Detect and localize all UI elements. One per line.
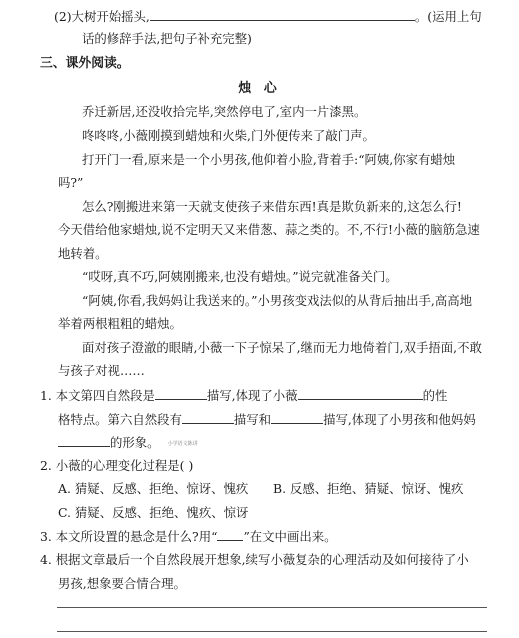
question-line: [40, 528, 519, 545]
question-text: 描写和: [233, 412, 272, 427]
question-stem: 2. 小薇的心理变化过程是( ): [40, 458, 194, 473]
question-text: 描写,体现了小男孩和他妈妈: [323, 412, 476, 427]
passage-paragraph: 面对孩子澄澈的眼睛,小薇一下子惊呆了,继而无力地倚着门,双手捂面,不敢: [82, 340, 482, 355]
answer-blank[interactable]: [182, 411, 234, 424]
passage-paragraph: 举着两根粗粗的蜡烛。: [58, 316, 182, 331]
option-c[interactable]: C. 猜疑、反感、拒绝、愧疚、惊讶: [58, 505, 249, 520]
question-text: 1. 本文第四自然段是: [40, 388, 155, 403]
watermark: 小学语文陈讲: [167, 440, 198, 447]
underline-mark: [217, 528, 243, 541]
question-line: 男孩,想象要合情合理。: [58, 576, 186, 591]
question-text: 。(运用上句: [414, 9, 482, 24]
passage-paragraph: “阿姨,你看,我妈妈让我送来的。”小男孩变戏法似的从背后抽出手,高高地: [82, 293, 473, 308]
passage-paragraph: 吗?”: [58, 175, 84, 190]
answer-line[interactable]: [57, 607, 487, 608]
question-line: [54, 8, 519, 25]
answer-line[interactable]: [57, 631, 487, 632]
answer-blank[interactable]: [150, 8, 415, 21]
question-text: 3. 本文所设置的悬念是什么?用“: [40, 529, 218, 544]
option-a[interactable]: A. 猜疑、反感、拒绝、惊讶、愧疚: [58, 481, 249, 496]
question-text: 话的修辞手法,把句子补充完整): [82, 31, 252, 46]
question-text: ”在文中画出来。: [243, 529, 337, 544]
question-line: [58, 411, 519, 428]
passage-paragraph: 地转着。: [58, 246, 108, 261]
question-line: [82, 31, 519, 47]
question-text: (2)大树开始摇头,: [54, 9, 150, 24]
question-line: 4. 根据文章最后一个自然段展开想象,续写小薇复杂的心理活动及如何接待了小: [40, 552, 469, 567]
passage-paragraph: 怎么?刚搬进来第一天就支使孩子来借东西!真是欺负新来的,这怎么行!: [82, 199, 462, 214]
question-text: 的形象。: [110, 435, 160, 450]
passage-paragraph: “哎呀,真不巧,阿姨刚搬来,也没有蜡烛。”说完就准备关门。: [82, 269, 398, 284]
question-line: [58, 434, 519, 452]
option-b[interactable]: B. 反感、拒绝、猜疑、惊讶、愧疚: [273, 481, 464, 496]
section-heading: 三、课外阅读。: [40, 56, 130, 71]
passage-title: 烛 心: [238, 81, 281, 96]
passage-paragraph: 今天借给他家蜡烛,说不定明天又来借葱、蒜之类的。不,不行!小薇的脑筋急速: [58, 222, 480, 237]
answer-blank[interactable]: [271, 411, 323, 424]
answer-blank[interactable]: [298, 387, 423, 400]
answer-blank[interactable]: [58, 434, 110, 447]
question-text: 描写,体现了小薇: [206, 388, 298, 403]
question-text: 的性: [422, 388, 448, 403]
passage-paragraph: 与孩子对视……: [58, 363, 145, 378]
question-text: 格特点。第六自然段有: [58, 412, 182, 427]
passage-paragraph: 打开门一看,原来是一个小男孩,他仰着小脸,背着手:“阿姨,你家有蜡烛: [82, 152, 456, 167]
passage-paragraph: 咚咚咚,小薇刚摸到蜡烛和火柴,门外便传来了敲门声。: [82, 128, 375, 143]
question-line: [40, 387, 519, 404]
passage-paragraph: 乔迁新居,还没收拾完毕,突然停电了,室内一片漆黑。: [82, 104, 367, 119]
answer-blank[interactable]: [155, 387, 207, 400]
